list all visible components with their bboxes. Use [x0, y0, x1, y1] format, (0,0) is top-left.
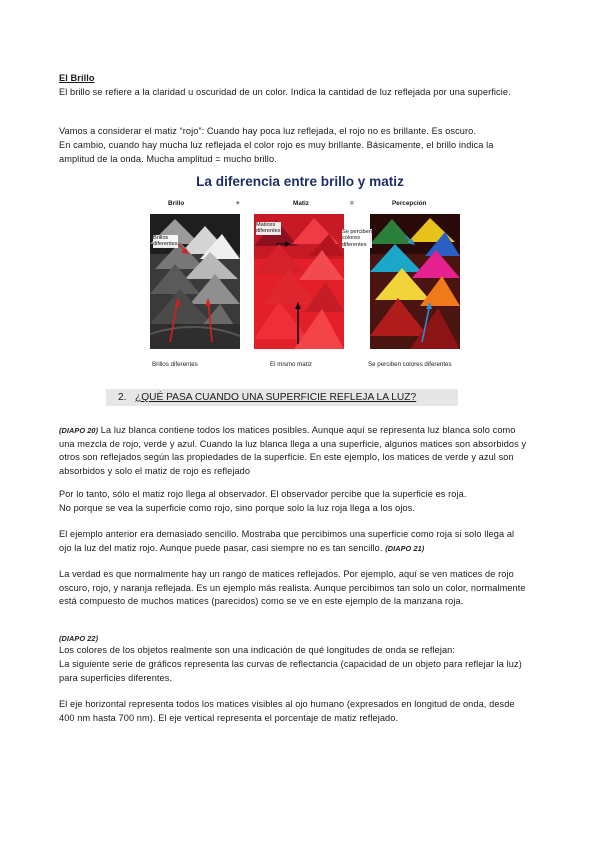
red-example-line-1: Vamos a considerar el matiz “rojo”: Cuando hay poca luz reflejada, el rojo no es brillante. Es oscuro. — [59, 126, 477, 136]
equals-sign: = — [350, 200, 354, 207]
observer-line-2: No porque se vea la superficie como rojo, sino porque solo la luz roja llega a los ojos. — [59, 503, 416, 513]
callout-matices: Matices diferentes — [256, 222, 281, 235]
red-example-line-2: En cambio, cuando hay mucha luz reflejada el color rojo es muy brillante. Básicamente, el brillo indica la amplitud de la onda. Mucha amplitud = mucho brillo. — [59, 140, 494, 164]
paragraph-matices-reflejados: La verdad es que normalmente hay un rango de matices reflejados. Por ejemplo, aquí se ven matices de rojo oscuro, rojo, y naranja reflejada. Es un ejemplo más realista. Aunque percibimos tan solo un color, normalmente está compuesto de muchos matices (parecidos) como se ve en este ejemplo de la manzana roja. — [59, 569, 526, 607]
section-title: ¿QUÉ PASA CUANDO UNA SUPERFICIE REFLEJA LA LUZ? — [135, 392, 417, 403]
plus-sign: + — [236, 200, 240, 207]
colors-indication-line: Los colores de los objetos realmente son una indicación de qué longitudes de onda se reflejan: — [59, 645, 456, 655]
callout-perciben: Se perciben colores diferentes — [342, 229, 372, 248]
paragraph-diapo-20-text: La luz blanca contiene todos los matices posibles. Aunque aquí se representa luz blanca solo como una mezcla de rojo, verde y azul. Cuando la luz blanca llega a una superficie, algunos matices son absorbidos y otros son reflejados según las propiedades de la superficie. En este ejemplo, los matices de verde y azul son absorbidos y solo el matiz de rojo es reflejado — [59, 425, 527, 476]
brillo-heading: El Brillo — [59, 73, 95, 83]
tag-diapo-21: (DIAPO 21) — [385, 543, 425, 553]
caption-colores-diferentes: Se perciben colores diferentes — [368, 361, 452, 368]
brillo-definition: El brillo se refiere a la claridad u oscuridad de un color. Indica la cantidad de luz reflejada por una superficie. — [59, 87, 511, 97]
column-label-matiz: Matiz — [293, 200, 309, 207]
reflectance-paragraph: La siguiente serie de gráficos representa las curvas de reflectancia (capacidad de un objeto para reflejar la luz) para superficies diferentes. — [59, 659, 522, 683]
column-label-brillo: Brillo — [168, 200, 185, 207]
figure-title: La diferencia entre brillo y matiz — [196, 174, 404, 189]
axes-paragraph: El eje horizontal representa todos los matices visibles al ojo humano (expresados en longitud de onda, desde 400 nm hasta 700 nm). El eje vertical representa el porcentaje de matiz reflejado. — [59, 699, 515, 723]
tag-diapo-22: (DIAPO 22) — [59, 634, 99, 643]
callout-brillos: Brillos diferentes — [153, 235, 178, 248]
section-2-heading — [118, 392, 416, 403]
caption-brillos-diferentes: Brillos diferentes — [152, 361, 198, 368]
column-label-percepcion: Percepción — [392, 200, 427, 207]
paragraph-diapo-21 — [59, 528, 529, 555]
observer-line-1: Por lo tanto, sólo el matiz rojo llega al observador. El observador percibe que la superficie es roja. — [59, 489, 467, 499]
paragraph-diapo-20 — [59, 424, 529, 478]
caption-mismo-matiz: El mismo matiz — [270, 361, 312, 368]
percepcion-photo — [370, 214, 460, 349]
section-number: 2. — [118, 392, 127, 403]
tag-diapo-20: (DIAPO 20) — [59, 426, 99, 435]
paragraph-diapo-21-text: El ejemplo anterior era demasiado sencillo. Mostraba que percibimos una superficie como roja si solo llega al ojo la luz del matiz rojo. Aunque puede pasar, casi siempre no es tan sencillo. — [59, 529, 515, 553]
